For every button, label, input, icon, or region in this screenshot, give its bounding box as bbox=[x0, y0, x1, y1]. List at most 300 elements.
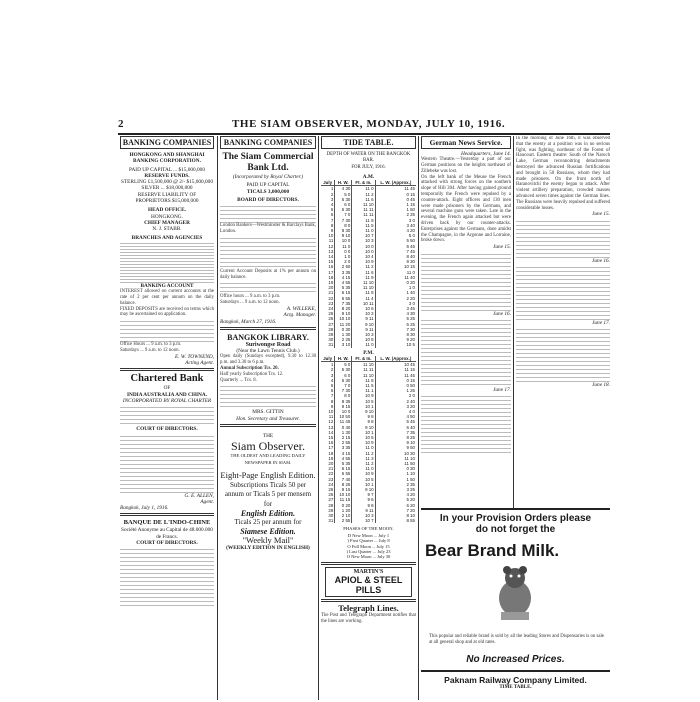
table-cell: 9 15 bbox=[335, 487, 352, 492]
western-front: Western Theatre.—Yesterday a part of our German positions on the heights northeast of Zillebeke was lost. bbox=[421, 157, 511, 174]
table-cell: 4 55 bbox=[335, 280, 352, 285]
table-cell: 8 25 bbox=[335, 482, 352, 487]
table-cell: 10 45 bbox=[375, 362, 416, 368]
table-cell: 0 0 bbox=[335, 249, 352, 254]
table-cell: 12 bbox=[328, 243, 334, 249]
table-cell: 20 bbox=[328, 285, 334, 291]
table-cell: 10 3 bbox=[352, 332, 375, 337]
pm-label: P.M. bbox=[363, 349, 374, 356]
dateline-4: June 17. bbox=[493, 386, 511, 393]
table-cell: 7 45 bbox=[375, 249, 416, 254]
table-cell: 8 bbox=[330, 398, 334, 404]
table-cell: 10 4 bbox=[352, 254, 375, 259]
table-cell: 10 6 bbox=[352, 306, 375, 311]
table-cell: 26 bbox=[328, 492, 334, 498]
interest-text: INTEREST allowed on current accounts at the rate of 2 per cent per annum on the daily balance. bbox=[120, 289, 214, 306]
table-cell: 2 bbox=[330, 191, 334, 197]
table-cell: 9 10 bbox=[352, 322, 375, 327]
table-cell: 20 bbox=[328, 461, 334, 467]
table-cell: 5 30 bbox=[335, 197, 352, 202]
table-cell: 11 0 bbox=[352, 342, 375, 347]
table-cell: 6 0 bbox=[335, 202, 352, 207]
table-cell: 27 bbox=[328, 497, 334, 503]
pm-col-header: Ft. & In. bbox=[352, 356, 375, 362]
table-cell: 9 7 bbox=[352, 492, 375, 497]
ad-small-text: This popular and reliable brand is sold by all the leading Stores and Dispensaries is on sale at all general shop and at old rates. bbox=[429, 634, 604, 645]
indochine-directors bbox=[120, 546, 214, 606]
table-cell: 9 8 bbox=[352, 419, 375, 424]
table-cell: 0 50 bbox=[375, 383, 416, 388]
masthead-rule bbox=[118, 133, 610, 135]
scb-london-bankers: London Bankers—Westminster & Barclays Bank, London. bbox=[220, 223, 316, 234]
table-cell: 11 0 bbox=[375, 270, 416, 275]
table-cell: 11 10 bbox=[352, 280, 375, 285]
table-cell: 15 bbox=[328, 435, 334, 441]
scb-ticals: TICALS 3,000,000 bbox=[246, 188, 290, 195]
table-cell: 3 10 bbox=[335, 342, 352, 347]
column-german-news bbox=[421, 136, 511, 506]
table-cell: 6 55 bbox=[335, 296, 352, 301]
chartered-sub: INDIA AUSTRALIA AND CHINA. bbox=[126, 391, 208, 398]
table-cell: 11 bbox=[328, 414, 334, 420]
silver-reserve: SILVER ... $18,000,000 bbox=[141, 185, 193, 192]
table-cell: 4 0 bbox=[375, 409, 416, 414]
table-cell: 5 50 bbox=[375, 238, 416, 243]
german-news-heading: German News Service. bbox=[421, 136, 511, 149]
table-cell: 9 11 bbox=[352, 508, 375, 513]
table-cell: 10 bbox=[328, 409, 334, 415]
table-cell: 2 20 bbox=[375, 296, 416, 301]
table-cell: 6 40 bbox=[375, 425, 416, 430]
table-cell: 9 10 bbox=[335, 311, 352, 316]
table-cell: 9 10 bbox=[375, 440, 416, 445]
table-cell: 0 40 bbox=[335, 425, 352, 430]
table-cell: 11 9 bbox=[352, 218, 375, 223]
pm-col-header: July bbox=[321, 356, 335, 362]
chartered-bank-name: Chartered Bank bbox=[130, 373, 204, 385]
table-cell: 28 bbox=[328, 326, 334, 332]
table-cell: 22 bbox=[328, 471, 334, 477]
ad-subscriptions: Subscriptions Ticals 50 per annum or Ticals 5 per mensem for bbox=[224, 480, 312, 508]
library-subscription: Annual Subscription Tcs. 20. bbox=[220, 366, 279, 372]
banking-companies-heading: BANKING COMPANIES bbox=[120, 136, 214, 149]
table-cell: 23 bbox=[328, 476, 334, 482]
column-tide bbox=[321, 136, 416, 700]
table-cell: 1 30 bbox=[335, 332, 352, 337]
date-4: June 18. bbox=[592, 382, 610, 389]
table-cell: 10 9 bbox=[352, 259, 375, 264]
am-col-header: L. W. (Approx.) bbox=[375, 180, 416, 186]
table-cell: 11 50 bbox=[375, 461, 416, 466]
table-cell: 6 55 bbox=[335, 471, 352, 476]
table-cell: 11 5 bbox=[352, 383, 375, 388]
chartered-directors bbox=[120, 433, 214, 493]
table-cell: 10 9 bbox=[352, 471, 375, 476]
table-cell: 9 10 bbox=[335, 233, 352, 238]
table-cell: 10 0 bbox=[352, 244, 375, 249]
table-cell: 28 bbox=[328, 502, 334, 508]
filler-lines bbox=[120, 318, 214, 342]
body-lines-1 bbox=[421, 251, 511, 311]
ad-line-1: In your Provision Orders please bbox=[439, 513, 592, 524]
table-cell: 10 7 bbox=[352, 233, 375, 238]
dateline-2: June 15. bbox=[493, 244, 511, 251]
table-cell: 10 0 bbox=[335, 238, 352, 243]
table-cell: 23 bbox=[328, 300, 334, 306]
table-cell: 7 30 bbox=[375, 327, 416, 332]
table-cell: 9 10 bbox=[352, 487, 375, 492]
am-col-header: H. W. bbox=[335, 180, 352, 186]
table-cell: 27 bbox=[328, 321, 334, 327]
table-cell: 10 3 bbox=[352, 238, 375, 243]
table-cell: 2 55 bbox=[335, 440, 352, 445]
date-3: June 17. bbox=[592, 319, 610, 326]
body-1: On the left bank of the Meuse the French attacked with strong forces on the southern slope of Hill 304. After having gained ground temporarily the French were repulsed by a counter-attack. Eight officers and 130 men were made prisoners by the Germans, and several machine guns were taken. Late in the evening, the French again attacked but were driven back by our counter-attacks. Enterprises against the Germans, done amidst the Champagne, in the Argonne and Lorraine, broke down. bbox=[421, 174, 511, 244]
telegraph-title: Telegraph Lines. bbox=[338, 603, 399, 614]
scb-incorporated: (Incorporated by Royal Charter.) bbox=[232, 174, 304, 180]
table-cell: 6 25 bbox=[375, 322, 416, 327]
moon-phase: O Full Moon ... July 15 bbox=[347, 543, 390, 549]
table-cell: 16 bbox=[328, 440, 334, 446]
reserve-funds: RESERVE FUNDS. bbox=[144, 172, 190, 179]
divider bbox=[120, 368, 214, 371]
table-cell: 4 20 bbox=[375, 492, 416, 497]
tide-table-am bbox=[321, 180, 416, 348]
ad-paper-name: Siam Observer. bbox=[231, 439, 305, 454]
table-cell: 18 bbox=[328, 450, 334, 456]
table-cell: 5 30 bbox=[335, 367, 352, 372]
column-banking-2 bbox=[220, 136, 316, 700]
table-cell: 11 10 bbox=[352, 373, 375, 378]
table-cell: 10 15 bbox=[375, 264, 416, 269]
ad-ticals25: Ticals 25 per annum for bbox=[234, 518, 302, 527]
table-cell: 9 bbox=[330, 403, 334, 409]
am-label: A.M. bbox=[362, 173, 375, 180]
body-lines-4 bbox=[516, 218, 610, 258]
table-cell: 11 45 bbox=[335, 419, 352, 424]
column-divider bbox=[513, 136, 514, 508]
table-cell: 2 10 bbox=[335, 513, 352, 518]
table-cell: 17 bbox=[328, 445, 334, 451]
chartered-date: Bangkok, July 1, 1916. bbox=[120, 505, 169, 512]
indochine-name: BANQUE DE L'INDO-CHINE bbox=[123, 519, 211, 527]
table-cell: 21 bbox=[328, 290, 334, 296]
pm-col-header: L. W. (Approx.) bbox=[375, 356, 416, 362]
table-cell: 9 10 bbox=[352, 409, 375, 414]
scb-current-account: Current Account Deposits at 1% per annum on daily balance. bbox=[220, 268, 316, 280]
column-divider bbox=[418, 136, 419, 700]
moon-heading: PHASES OF THE MOON. bbox=[343, 526, 394, 532]
table-cell: 8 40 bbox=[375, 254, 416, 259]
hsbc-agent: E. W. TOWNEND, bbox=[175, 353, 214, 360]
table-cell: 5 35 bbox=[335, 285, 352, 290]
table-cell: 10 5 bbox=[352, 477, 375, 482]
table-cell: 11 45 bbox=[375, 373, 416, 378]
scb-saturdays: Saturdays ... 9 a.m. to 12 noon. bbox=[220, 300, 280, 306]
table-cell: 21 bbox=[328, 466, 334, 472]
dateline-1: Headquarters, June 14. bbox=[460, 151, 511, 157]
table-cell: 25 bbox=[328, 311, 334, 317]
table-cell: 11 5 bbox=[352, 223, 375, 228]
table-cell: 11 0 bbox=[352, 228, 375, 233]
table-cell: 10 bbox=[328, 233, 334, 239]
ad-product: Bear Brand Milk. bbox=[425, 541, 560, 560]
body-lines-5 bbox=[516, 264, 610, 320]
ad-tagline: THE OLDEST AND LEADING DAILY NEWSPAPER IN SIAM. bbox=[230, 453, 306, 465]
library-signed: MRS. GITTIN bbox=[252, 409, 284, 416]
pills-name: APIOL & STEEL PILLS bbox=[334, 575, 403, 596]
table-cell: 4 55 bbox=[335, 456, 352, 461]
library-road: Suriwongse Road bbox=[245, 341, 291, 348]
table-cell: 10 30 bbox=[375, 451, 416, 456]
table-cell: 8 35 bbox=[335, 399, 352, 404]
railway-ad bbox=[421, 670, 610, 702]
am-col-header: July bbox=[321, 180, 335, 186]
dateline-3: June 16. bbox=[493, 310, 511, 317]
moon-phases bbox=[321, 533, 416, 560]
table-cell: 11 11 bbox=[352, 212, 375, 217]
railway-title: Paknam Railway Company Limited. bbox=[444, 675, 587, 685]
table-cell: 5 0 bbox=[335, 362, 352, 368]
tide-subheading: DEPTH OF WATER ON THE BANGKOK BAR. bbox=[326, 152, 411, 164]
table-cell: 10 7 bbox=[352, 518, 375, 523]
table-cell: 1 20 bbox=[335, 508, 352, 513]
chartered-of: OF bbox=[163, 385, 171, 392]
table-cell: 11 11 bbox=[352, 367, 375, 372]
pm-col-header: H. W. bbox=[335, 356, 352, 362]
table-cell: 29 bbox=[328, 507, 334, 513]
table-cell: 8 25 bbox=[375, 435, 416, 440]
column-news-continued bbox=[516, 136, 610, 506]
table-cell: 5 bbox=[330, 207, 334, 213]
table-cell: 0 20 bbox=[335, 503, 352, 508]
table-cell: 2 50 bbox=[335, 264, 352, 269]
indochine-sub: Société Anonyme au Capital de 48.000.000 de Francs. bbox=[121, 527, 213, 540]
table-cell: 3 bbox=[330, 196, 334, 202]
library-quarterly: Quarterly ... Tcs. 8. bbox=[220, 377, 257, 383]
table-cell: 3 20 bbox=[375, 404, 416, 409]
table-cell: 0 15 bbox=[375, 192, 416, 197]
table-cell: 1 0 bbox=[375, 285, 416, 290]
siam-commercial-bank: The Siam Commercial Bank Ltd. bbox=[222, 152, 314, 173]
table-cell: 0 30 bbox=[335, 327, 352, 332]
table-cell: 5 35 bbox=[335, 461, 352, 466]
table-cell: 15 bbox=[328, 259, 334, 265]
table-cell: 7 0 bbox=[335, 212, 352, 217]
table-cell: 2 25 bbox=[375, 212, 416, 217]
table-cell: 19 bbox=[328, 280, 334, 286]
divider bbox=[120, 513, 214, 516]
table-cell: 10 5 bbox=[352, 435, 375, 440]
table-cell: 6 15 bbox=[335, 290, 352, 295]
library-near: (Near the Lawn Tennis Club.) bbox=[236, 348, 300, 355]
scb-body bbox=[220, 235, 316, 269]
table-cell: 2 40 bbox=[375, 399, 416, 404]
provision-ad bbox=[421, 508, 610, 670]
scb-board: BOARD OF DIRECTORS. bbox=[237, 196, 299, 203]
table-cell: 9 bbox=[330, 228, 334, 234]
ad-weekly: "Weekly Mail" bbox=[242, 535, 294, 546]
divider bbox=[321, 599, 416, 602]
pills-ad bbox=[325, 567, 412, 597]
court-of-directors-2: COURT OF DIRECTORS. bbox=[136, 540, 198, 546]
table-cell: 10 50 bbox=[335, 414, 352, 419]
table-cell: 9 50 bbox=[375, 445, 416, 450]
moon-phase: D New Moon ... July 1 bbox=[347, 532, 390, 538]
body-lines-3 bbox=[421, 393, 511, 453]
table-cell: 11 2 bbox=[352, 461, 375, 466]
manager-name: N. J. STABB. bbox=[152, 226, 182, 233]
table-cell: 3 45 bbox=[375, 306, 416, 311]
table-cell: 11 20 bbox=[335, 322, 352, 327]
tide-table-pm bbox=[321, 356, 416, 524]
table-cell: 31 bbox=[328, 518, 334, 524]
ad-siamese: Siamese Edition. bbox=[240, 527, 296, 537]
hsbc-name: HONGKONG AND SHANGHAI BANKING CORPORATION. bbox=[129, 152, 205, 165]
table-cell: 10 1 bbox=[352, 482, 375, 487]
scb-manager: A. WILLEKE, bbox=[286, 305, 316, 312]
table-cell: 11 0 bbox=[352, 186, 375, 192]
scb-manager-role: Actg. Manager. bbox=[283, 312, 316, 319]
table-cell: 7 35 bbox=[335, 301, 352, 306]
table-cell: 14 bbox=[328, 429, 334, 435]
table-cell: 5 20 bbox=[375, 497, 416, 502]
no-increased-prices: No Increased Prices. bbox=[466, 654, 565, 665]
scb-directors bbox=[220, 203, 316, 223]
table-cell: 9 8 bbox=[352, 414, 375, 419]
table-cell: 11 10 bbox=[352, 362, 375, 368]
table-cell: 7 30 bbox=[335, 218, 352, 223]
table-cell: 14 bbox=[328, 254, 334, 260]
table-cell: 10 1 bbox=[352, 430, 375, 435]
table-cell: 7 30 bbox=[335, 388, 352, 393]
library-body bbox=[220, 383, 316, 409]
ad-weekly-edition: (WEEKLY EDITION IN ENGLISH) bbox=[226, 545, 310, 552]
column-divider bbox=[217, 136, 218, 700]
table-cell: 6 0 bbox=[335, 373, 352, 378]
chartered-capital bbox=[120, 404, 214, 426]
reserve-liability: RESERVE LIABILITY OF PROPRIETORS $15,000,000 bbox=[135, 191, 199, 205]
table-cell: 11 6 bbox=[352, 270, 375, 275]
table-cell: 9 8 bbox=[352, 503, 375, 508]
table-cell: 11 2 bbox=[352, 192, 375, 197]
moon-phase: ) First Quarter ... July 8 bbox=[347, 538, 390, 544]
table-cell: 10 10 bbox=[335, 492, 352, 497]
table-cell: 4 bbox=[330, 202, 334, 207]
table-cell: 4 bbox=[330, 377, 334, 383]
table-cell: 2 0 bbox=[335, 259, 352, 264]
table-cell: 6 30 bbox=[335, 207, 352, 212]
divider bbox=[220, 327, 316, 330]
table-cell: 2 35 bbox=[375, 482, 416, 487]
hsbc-agent-role: Acting Agent. bbox=[185, 360, 214, 367]
table-cell: 6 bbox=[330, 388, 334, 394]
table-cell: 13 bbox=[328, 424, 334, 430]
table-cell: 4 15 bbox=[335, 275, 352, 280]
scb-paid-up: PAID UP CAPITAL bbox=[246, 182, 290, 189]
table-cell: 4 50 bbox=[375, 414, 416, 419]
table-cell: 10 8 bbox=[352, 337, 375, 342]
ad-the: THE bbox=[262, 433, 274, 440]
chartered-incorporated: INCORPORATED BY ROYAL CHARTER bbox=[122, 397, 212, 404]
table-cell: 10 5 bbox=[352, 399, 375, 404]
moon-phase: O New Moon ... July 30 bbox=[346, 554, 391, 560]
table-cell: 4 20 bbox=[375, 228, 416, 233]
pills-brand: MARTIN'S bbox=[353, 568, 384, 575]
table-cell: 10 11 bbox=[352, 301, 375, 306]
table-cell: 10 2 bbox=[352, 311, 375, 316]
scb-date: Bangkok, March 27, 1916. bbox=[220, 318, 277, 325]
paid-up-capital: PAID UP CAPITAL ... $15,000,000 bbox=[129, 166, 205, 173]
table-cell: 9 11 bbox=[352, 327, 375, 332]
divider bbox=[220, 424, 316, 427]
table-cell: 4 15 bbox=[335, 451, 352, 456]
body-lines-2 bbox=[421, 317, 511, 387]
table-cell: 25 bbox=[328, 487, 334, 493]
table-cell: 10 9 bbox=[352, 440, 375, 445]
table-cell: 3 0 bbox=[375, 218, 416, 223]
table-cell: 18 bbox=[328, 274, 334, 280]
table-cell: 2 25 bbox=[335, 337, 352, 342]
table-cell: 1 15 bbox=[375, 202, 416, 207]
library-role: Hon. Secretary and Treasurer. bbox=[236, 415, 300, 422]
table-cell: 7 bbox=[330, 393, 334, 399]
table-cell: 8 0 bbox=[335, 223, 352, 228]
table-cell: 8 30 bbox=[375, 332, 416, 337]
table-cell: 19 bbox=[328, 455, 334, 461]
table-cell: 1 25 bbox=[375, 388, 416, 393]
library-hours: Open daily (Sundays excepted), 9.30 to 12.30 p.m. and 3.30 to 6 p.m. bbox=[220, 354, 316, 366]
table-cell: 10 9 bbox=[352, 393, 375, 398]
table-cell: 11 0 bbox=[335, 244, 352, 249]
ad-pages: Eight-Page English Edition. bbox=[220, 469, 316, 480]
table-cell: 7 0 bbox=[335, 383, 352, 388]
body-lines-6 bbox=[516, 326, 610, 382]
table-cell: 11 40 bbox=[375, 275, 416, 280]
table-cell: 10 10 bbox=[335, 316, 352, 321]
tide-month: FOR JULY, 1916. bbox=[351, 164, 386, 170]
table-cell: 6 bbox=[330, 212, 334, 218]
table-row bbox=[321, 342, 416, 347]
table-cell: 9 20 bbox=[375, 337, 416, 342]
date-1: June 15. bbox=[592, 211, 610, 218]
table-cell: 13 bbox=[328, 248, 334, 254]
table-cell: 3 0 bbox=[375, 301, 416, 306]
table-cell: 10 3 bbox=[352, 513, 375, 518]
table-cell: 11 11 bbox=[352, 207, 375, 212]
table-cell: 1 0 bbox=[335, 254, 352, 259]
table-cell: 11 15 bbox=[335, 497, 352, 502]
table-cell: 8 bbox=[330, 222, 334, 228]
bangkok-library-title: BANGKOK LIBRARY. bbox=[227, 332, 309, 342]
table-cell: 11 10 bbox=[352, 202, 375, 207]
table-cell: 7 35 bbox=[375, 430, 416, 435]
table-cell: 9 30 bbox=[375, 259, 416, 264]
table-cell: 1 50 bbox=[375, 207, 416, 212]
table-cell: 1 bbox=[330, 362, 334, 368]
branches-heading: BRANCHES AND AGENCIES bbox=[131, 234, 203, 241]
table-cell: 8 20 bbox=[335, 306, 352, 311]
table-cell: 11 4 bbox=[352, 296, 375, 301]
bear-brand-icon bbox=[489, 562, 541, 622]
scb-body-2 bbox=[220, 280, 316, 294]
table-cell: 8 55 bbox=[375, 518, 416, 523]
table-cell: 0 45 bbox=[375, 197, 416, 202]
table-cell: 11 bbox=[328, 238, 334, 244]
table-cell: 7 bbox=[330, 217, 334, 223]
sterling-reserve: STERLING £1,500,000 @ 2/- $15,000,000 bbox=[121, 179, 213, 186]
table-cell: 31 bbox=[328, 342, 334, 348]
